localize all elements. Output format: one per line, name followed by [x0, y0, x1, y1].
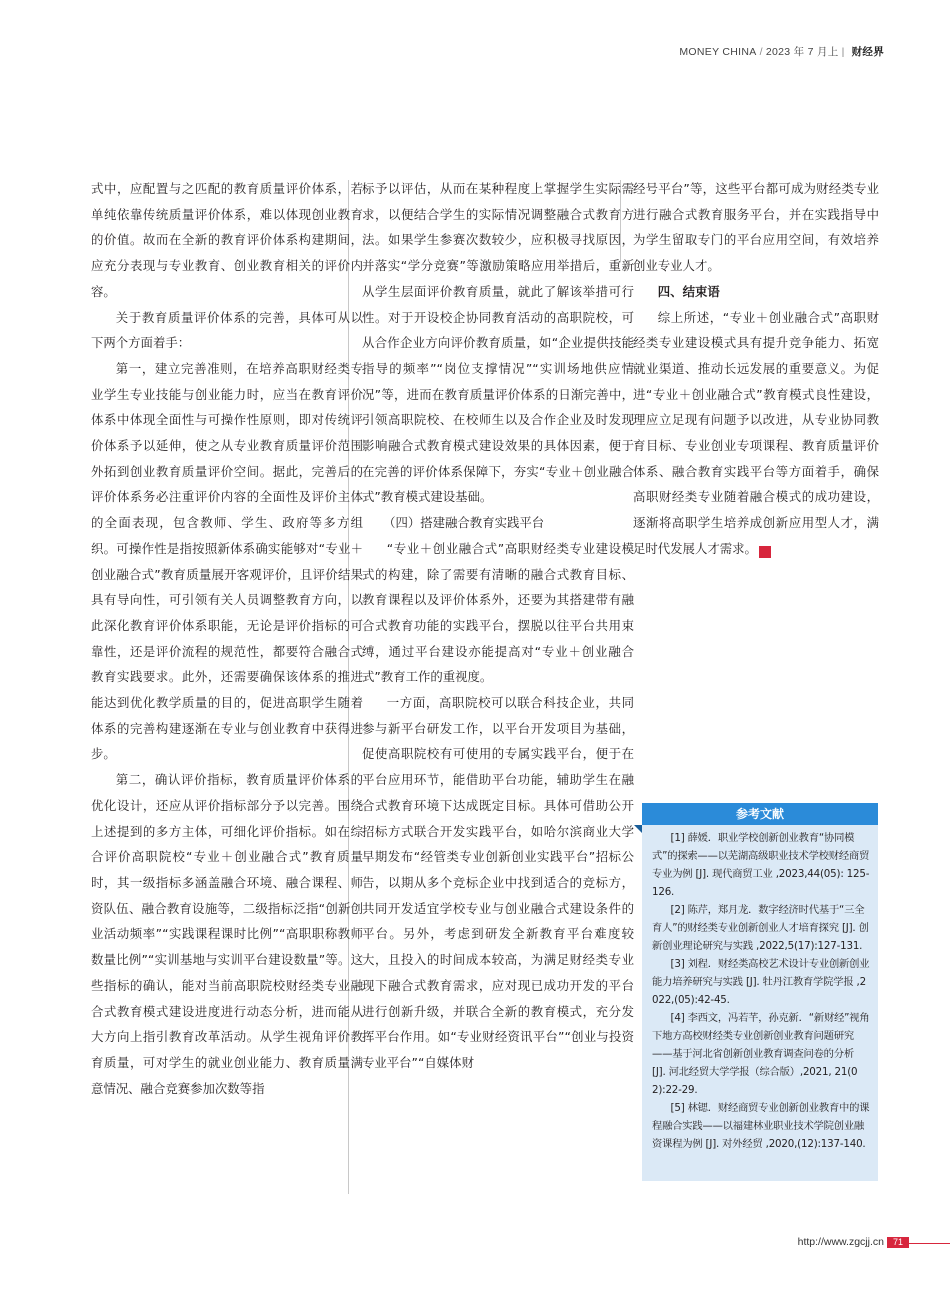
page-footer [798, 1236, 909, 1248]
paragraph: 一方面，高职院校可以联合科技企业，共同参与新平台研发工作，以平台开发项目为基础，促使高职院校有可使用的专属实践平台，便于在平台应用环节，能借助平台功能，辅助学生在融合式教育环境下达成既定目标。具体可借助公开招标方式联合开发实践平台，如哈尔滨商业大学早期发布“经管类专业创新创业实践平台”招标公告，以期从多个竞标企业中找到适合的竞标方，共同开发适宜学校专业与创业融合式建设条件的平台。另外，考虑到研发全新教育平台难度较大，且投入的时间成本较高，为满足财经类专业现下融合式教育需求，应对现已成功开发的平台进行创新升级，并联合全新的教育模式，充分发挥平台作用。如“专业财经资讯平台”“创业与投资专业平台”“自媒体财 [362, 695, 634, 1070]
paragraph: 标予以评估，从而在某种程度上掌握学生实际需求，以便结合学生的实际情况调整融合式教育方法。如果学生参赛次数较少，应积极寻找原因，并落实“学分竞赛”等激励策略应用举措后，重新从学生层面评价教育质量，就此了解该举措可行性。对于开设校企协同教育活动的高职院校，可从合作企业方向评价教育质量，如“企业提供技能指导的频率”“岗位支撑情况”“实训场地供应情况”等，进而在教育质量评价体系的日渐完善中，引领高职院校、在校师生以及合作企业及时发现影响融合式教育模式建设效果的具体因素，便于在完善的评价体系保障下，夯实“专业＋创业融合式”教育模式建设基础。 [362, 181, 634, 505]
paragraph: “专业＋创业融合式”高职财经类专业建设模式的构建，除了需要有清晰的融合式教育目标、教育课程以及评价体系外，还要为其搭建带有融合式教育功能的实践平台，摆脱以往平台共用束缚，通过平台建设亦能提高对“专业＋创业融合式”教育工作的重视度。 [362, 540, 634, 685]
issue-date: 2023 年 7 月上 [765, 46, 839, 58]
paragraph: 经号平台”等，这些平台都可成为财经类专业进行融合式教育服务平台，并在实践指导中为学生留取专门的平台应用空间，有效培养创业专业人才。 [633, 181, 879, 274]
magazine-name: MONEY CHINA [679, 46, 757, 58]
reference-item: [5] 林锶．财经商贸专业创新创业教育中的课程融合实践——以福建林业职业技术学院创业融资课程为例 [J]. 对外经贸 ,2020,(12):137-140. [652, 1102, 870, 1150]
paragraph: 式中，应配置与之匹配的教育质量评价体系，若单纯依靠传统质量评价体系，难以体现创业教育的价值。故而在全新的教育评价体系构建期间，应充分表现与专业教育、创业教育相关的评价内容。 [91, 181, 363, 299]
page-header: MONEY CHINA / 2023 年 7 月上 | 财经界 [679, 46, 884, 58]
paragraph: 关于教育质量评价体系的完善，具体可从以下两个方面着手： [91, 309, 363, 351]
references-list [652, 829, 870, 1153]
paragraph: 第一，建立完善准则，在培养高职财经类专业学生专业技能与创业能力时，应当在教育评价体系中体现全面性与可操作性原则，即对传统评价体系予以延伸，使之从专业教育质量评价范围外拓到创业教育质量评价空间。据此，完善后的评价体系务必注重评价内容的全面性及评价主体的全面表现，包含教师、学生、政府等多方组织。可操作性是指按照新体系确实能够对“专业＋创业融合式”教育质量展开客观评价，且评价结果具有导向性，可引领有关人员调整教育方向，以此深化教育评价体系职能，无论是评价指标的可靠性，还是评价流程的规范性，都要符合融合式教育实践要求。此外，还需要确保该体系的推进能达到优化教学质量的目的，促进高职学生随着体系的完善构建逐渐在专业与创业教育中获得进步。 [91, 360, 363, 762]
title-notch-icon [634, 825, 642, 833]
paragraph [633, 305, 879, 562]
website-url: http://www.zgcjj.cn [797, 1236, 884, 1248]
section-name: 财经界 [851, 46, 884, 58]
section-heading: 四、结束语 [657, 283, 720, 299]
conclusion-text: 综上所述，“专业＋创业融合式”高职财经类专业建设模式具有提升竞争能力、拓宽就业渠道、推动长远发展的重要意义。为促进“专业＋创业融合式”教育模式良性建设，理应立足现有问题予以改进，从专业协同教育目标、专业创业专项课程、教育质量评价体系、融合教育实践平台等方面着手，确保高职财经类专业随着融合模式的成功建设，逐渐将高职学生培养成创新应用型人才，满足时代发展人才需求。 [633, 309, 879, 556]
section-subheading: （四）搭建融合教育实践平台 [383, 515, 545, 531]
text-column-1 [91, 176, 363, 1101]
text-column-3 [633, 176, 879, 562]
page-number: 71 [887, 1237, 909, 1248]
end-mark-icon: M [759, 546, 771, 558]
reference-item: [1] 薛媛．职业学校创新创业教育“协同模式”的探索——以芜湖高级职业技术学校财经商贸专业为例 [J]. 现代商贸工业 ,2023,44(05): 125-126. [652, 832, 870, 898]
references-title: 参考文献 [642, 803, 878, 825]
reference-item: [2] 陈芹，郑月龙．数字经济时代基于“三全育人”的财经类专业创新创业人才培育探究 [J]. 创新创业理论研究与实践 ,2022,5(17):127-131. [652, 904, 869, 952]
footer-rule [908, 1243, 950, 1244]
paragraph: 第二，确认评价指标，教育质量评价体系的优化设计，还应从评价指标部分予以完善。围绕上述提到的多方主体，可细化评价指标。如在综合评价高职院校“专业＋创业融合式”教育质量时，其一级指标多涵盖融合环境、融合课程、师资队伍、融合教育设施等，二级指标泛指“创新创业活动频率”“实践课程课时比例”“高职职称教师数量比例”“实训基地与实训平台建设数量”等。这些指标的确认，能对当前高职院校财经类专业融合式教育模式建设进度进行动态分析，进而能从大方向上指引教育改革活动。从学生视角评价教育质量，可对学生的就业创业能力、教育质量满意情况、融合竞赛参加次数等指 [91, 772, 363, 1096]
reference-item: [3] 刘程．财经类高校艺术设计专业创新创业能力培养研究与实践 [J]. 牡丹江教育学院学报 ,2022,(05):42-45. [652, 958, 870, 1006]
text-column-2 [362, 176, 634, 1076]
reference-item: [4] 李西文，冯若芊，孙克新．“新财经”视角下地方高校财经类专业创新创业教育问题研究——基于河北省创新创业教育调查问卷的分析 [J]. 河北经贸大学学报（综合版）,2021, 21(02):22-29. [652, 1012, 870, 1096]
